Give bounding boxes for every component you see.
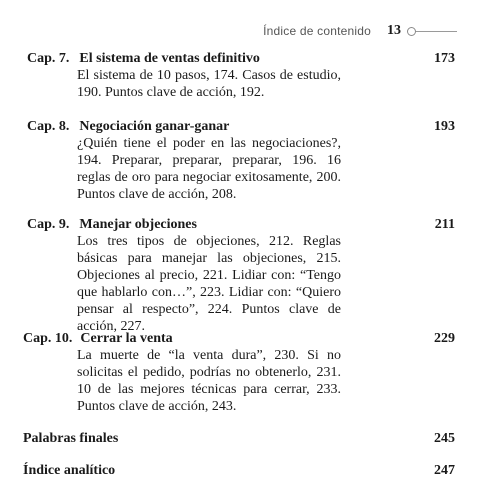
chapter-description: ¿Quién tiene el poder en las negociaciones?, 194. Preparar, preparar, preparar, 196. 16 reglas de oro para negociar exitosamente, 200. Puntos clave de acción, 208.: [77, 136, 341, 202]
section-title: Índice analítico: [23, 463, 116, 478]
chapter-page: 193: [434, 119, 455, 134]
chapter-label: Cap. 8.: [27, 119, 70, 134]
running-head: [263, 22, 457, 40]
chapter-description: El sistema de 10 pasos, 174. Casos de estudio, 190. Puntos clave de acción, 192.: [77, 68, 341, 100]
chapter-title: Negociación ganar-ganar: [79, 119, 230, 134]
toc-entry-indice-analitico[interactable]: [23, 462, 455, 479]
chapter-description: Los tres tipos de objeciones, 212. Reglas básicas para manejar las objeciones, 215. Objeciones al precio, 221. Lidiar con: “Tengo que hablarlo con…”, 223. Lidiar con: “Quiero pensar al respecto”, 224. Puntos clave de acción, 227.: [77, 234, 341, 334]
chapter-page: 173: [434, 51, 455, 66]
section-page: 247: [434, 463, 455, 478]
chapter-title: Cerrar la venta: [80, 331, 173, 346]
chapter-page: 211: [434, 217, 455, 232]
page-number: 13: [387, 23, 401, 38]
section-title: Palabras finales: [23, 431, 119, 446]
chapter-title: El sistema de ventas definitivo: [79, 51, 260, 66]
toc-entry-cap-8[interactable]: [27, 118, 455, 203]
section-page: 245: [434, 431, 455, 446]
chapter-label: Cap. 9.: [27, 217, 70, 232]
decorative-rule-icon: [407, 26, 457, 36]
chapter-label: Cap. 10.: [23, 331, 73, 346]
toc-entry-cap-10[interactable]: [23, 330, 455, 415]
chapter-label: Cap. 7.: [27, 51, 70, 66]
toc-entry-cap-7[interactable]: [27, 50, 455, 101]
running-head-label: Índice de contenido: [263, 24, 371, 38]
chapter-description: La muerte de “la venta dura”, 230. Si no solicitas el pedido, podrías no obtenerlo, 231. 10 de las mejores técnicas para cerrar, 233. Puntos clave de acción, 243.: [77, 348, 341, 414]
toc-entry-palabras-finales[interactable]: [23, 430, 455, 447]
chapter-page: 229: [434, 331, 455, 346]
chapter-title: Manejar objeciones: [79, 217, 197, 232]
toc-entry-cap-9[interactable]: [27, 216, 455, 335]
